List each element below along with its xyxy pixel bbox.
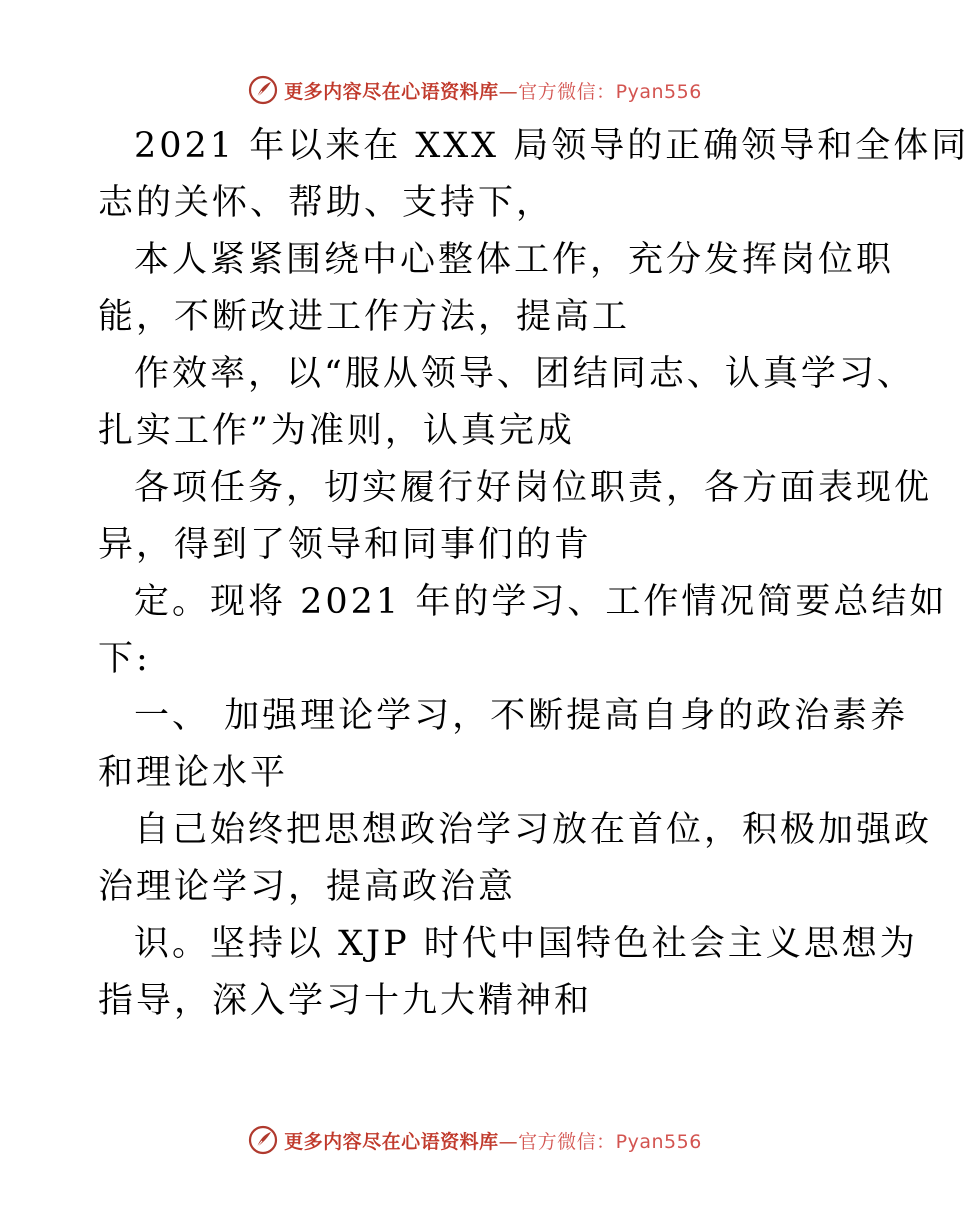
text-line: 志的关怀、帮助、支持下， (98, 183, 555, 223)
text-line: 本人紧紧围绕中心整体工作，充分发挥岗位职 (134, 240, 895, 280)
header-banner (0, 70, 950, 110)
text-line: 下: (98, 639, 151, 679)
header-library-name: 更多内容尽在心语资料库 (284, 80, 499, 103)
text-line: 异，得到了领导和同事们的肯 (98, 525, 593, 565)
text-line: 指导，深入学习十九大精神和 (98, 981, 593, 1021)
footer-banner-text (284, 1127, 702, 1154)
text-line: 识。坚持以 XJP 时代中国特色社会主义思想为 (134, 924, 918, 964)
text-line: 扎实工作”为准则，认真完成 (98, 411, 575, 451)
text-line: 2021 年以来在 XXX 局领导的正确领导和全体同 (134, 126, 969, 166)
section-heading-cont: 和理论水平 (98, 753, 289, 793)
header-banner-text (284, 77, 702, 104)
header-wechat: 官方微信：Pyan556 (518, 80, 702, 103)
document-body (98, 118, 969, 1030)
footer-banner (0, 1120, 950, 1160)
footer-wechat: 官方微信：Pyan556 (518, 1130, 702, 1153)
text-line: 治理论学习，提高政治意 (98, 867, 517, 907)
feather-pen-icon (248, 75, 278, 105)
feather-pen-icon (248, 1125, 278, 1155)
text-line: 定。现将 2021 年的学习、工作情况简要总结如 (134, 582, 948, 622)
footer-library-name: 更多内容尽在心语资料库 (284, 1130, 499, 1153)
text-line: 自己始终把思想政治学习放在首位，积极加强政 (134, 810, 933, 850)
footer-separator: — (498, 1130, 519, 1153)
text-line: 各项任务，切实履行好岗位职责，各方面表现优 (134, 468, 933, 508)
text-line: 作效率，以“服从领导、团结同志、认真学习、 (134, 354, 915, 394)
text-line: 能，不断改进工作方法，提高工 (98, 297, 631, 337)
header-separator: — (498, 80, 519, 103)
section-heading: 一、 加强理论学习，不断提高自身的政治素养 (134, 696, 909, 736)
